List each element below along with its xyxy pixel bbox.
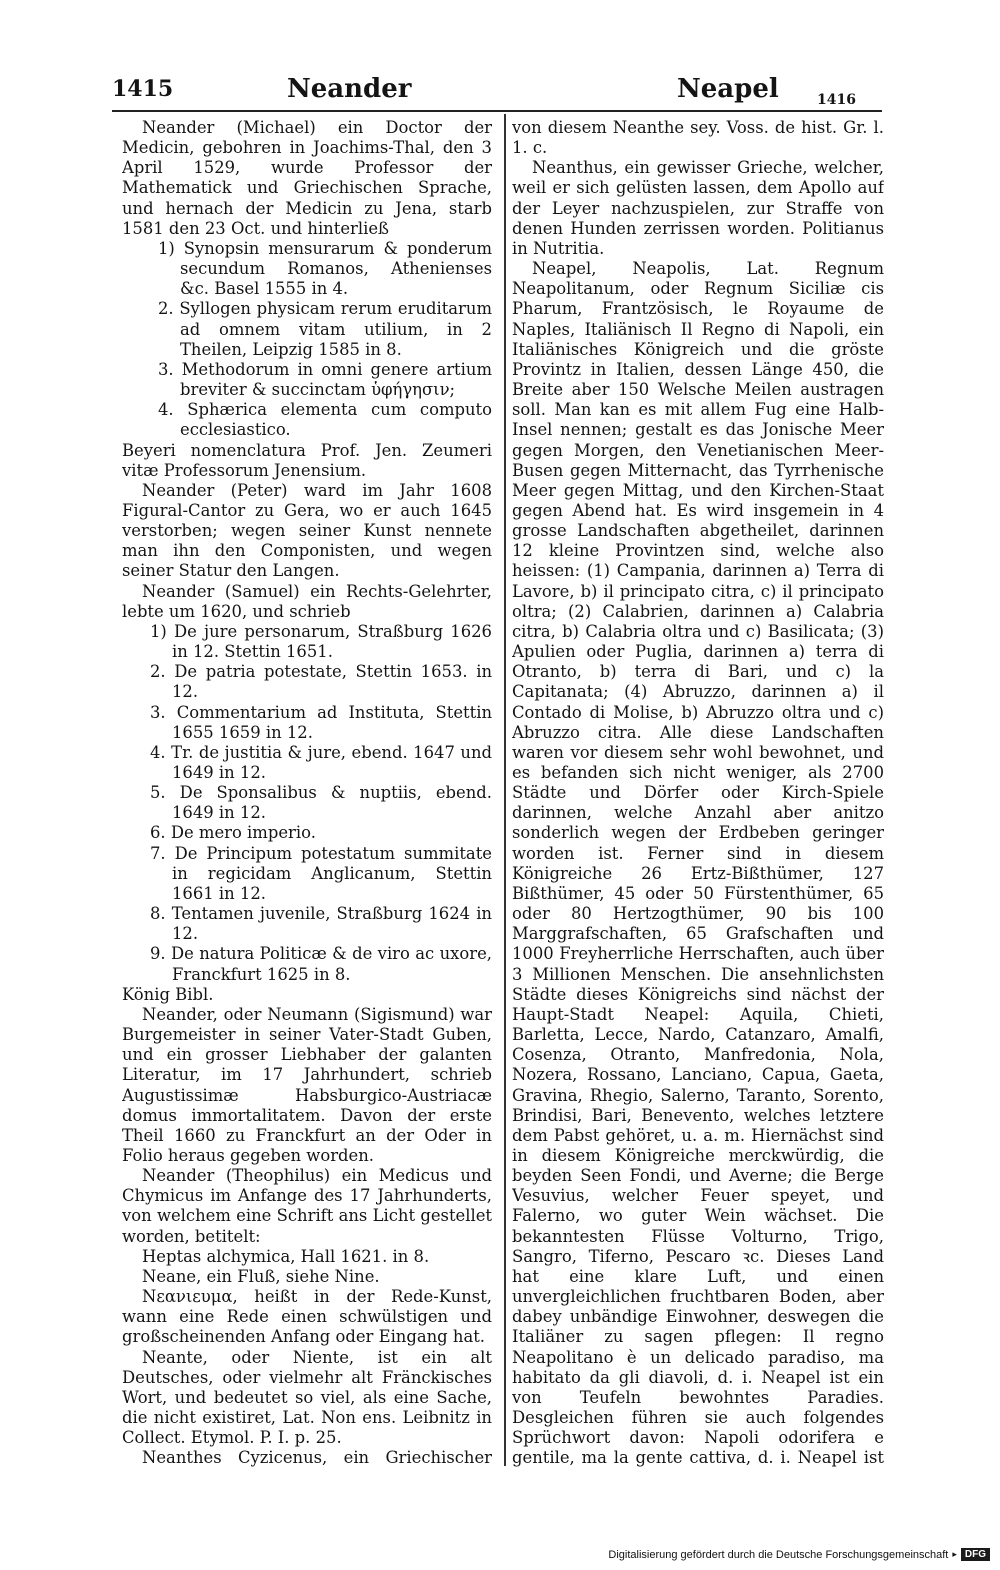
funding-note: Digitalisierung gefördert durch die Deutsche Forschungsgemeinschaft	[608, 1548, 949, 1561]
entry-paragraph: König Bibl.	[122, 984, 214, 1004]
entry-paragraph: Neane, ein Fluß, siehe Nine.	[142, 1266, 380, 1286]
entry-paragraph: 1) De jure personarum, Straßburg 1626 in 12. Stettin 1651.	[150, 621, 492, 662]
entry-paragraph: 8. Tentamen juvenile, Straßburg 1624 in 12.	[150, 904, 492, 944]
right-page-number: 1416	[817, 92, 856, 108]
entry-paragraph: Neanthes Cyzicenus, ein Griechischer	[142, 1448, 492, 1468]
column-divider	[504, 114, 506, 1466]
entry-paragraph: Neander (Michael) ein Doctor der Medicin, gebohren in Joachims-Thal, den 3 April 1529, wurde Professor der Mathematick und Griechischen Sprache, und hernach der Medicin zu Jena, starb 1581 den 23 Oct. und hinterließ	[122, 118, 492, 238]
left-running-head: Neander	[287, 74, 412, 104]
entry-paragraph: 2. De patria potestate, Stettin 1653. in 12.	[150, 662, 492, 702]
header-rule	[112, 110, 882, 112]
entry-paragraph: Neapel, Neapolis, Lat. Regnum Neapolitanum, oder Regnum Siciliæ cis Pharum, Frantzösisch, le Royaume de Naples, Italiänisch Il Regno di Napoli, ein Italiänisches Königreich und die gröste Provintz in Italien, dessen Länge 450, die Breite aber 150 Welsche Meilen austragen soll. Man kan es mit allem Fug eine Halb-Insel nennen; gestalt es das Jonische Meer gegen Morgen, den Venetianischen Meer-Busen gegen Mitternacht, das Tyrrhenische Meer gegen Mittag, und den Kirchen-Staat gegen Abend hat. Es wird insgemein in 4 grosse Landschaften abgetheilet, darinnen 12 kleine Provintzen sind, welche also heissen: (1) Campania, darinnen a) Terra di Lavore, b) il principato citra, c) il principato oltra; (2) Calabrien, darinnen a) Calabria citra, b) Calabria oltra und c) Basilicata; (3) Apulien oder Puglia, darinnen a) terra di Otranto, b) terra di Bari, und c) la Capitanata; (4) Abruzzo, darinnen a) il Contado di Molise, b) Abruzzo oltra und c) Abruzzo citra. Alle diese Landschaften waren vor diesem sehr wohl bewohnet, und es befanden sich nicht weniger, als 2700 Städte und Dörfer oder Kirch-Spiele darinnen, welche Anzahl aber anitzo sonderlich wegen der Erdbeben geringer worden ist. Ferner sind in diesem Königreiche 26 Ertz-Bißthümer, 127 Bißthümer, 45 oder 50 Fürstenthümer, 65 oder 80 Hertzogthümer, 90 bis 100 Marggrafschaften, 65 Grafschaften und 1000 Freyherrliche Herrschaften, auch über 3 Millionen Menschen. Die ansehnlichsten Städte dieses Königreichs sind nächst der Haupt-Stadt Neapel: Aquila, Chieti, Barletta, Lecce, Nardo, Catanzaro, Amalfi, Cosenza, Otranto, Manfredonia, Nola, Nozera, Rossano, Lanciano, Capua, Gaeta, Gravina, Rhegio, Salerno, Taranto, Sorento, Brindisi, Bari, Benevento, welches letztere dem Pabst gehöret, u. a. m. Hiernächst sind in diesem Königreiche merckwürdig, die beyden Seen Fondi, und Averne; die Berge Vesuvius, welcher Feuer speyet, und Falerno, wo guter Wein wächset. Die bekanntesten Flüsse Volturno, Trigo, Sangro, Tiferno, Pescaro ꝛc. Dieses Land hat eine klare Luft, und einen unvergleichlichen fruchtbaren Boden, aber dabey unbändige Einwohner, deswegen die Italiäner zu sagen pflegen: Il regno Neapolitano è un delicado paradiso, ma habitato da gli diavoli, d. i. Neapel ist ein von Teufeln bewohntes Paradies. Desgleichen führen sie auch folgendes Sprüchwort davon: Napoli odorifera e gentile, ma la gente cattiva, d. i. Neapel ist	[512, 259, 884, 1468]
right-running-head: Neapel	[677, 74, 779, 104]
arrow-icon: ▸	[952, 1549, 957, 1559]
entry-paragraph: 6. De mero imperio.	[150, 823, 316, 843]
entry-paragraph: Neanthus, ein gewisser Grieche, welcher, weil er sich gelüsten lassen, dem Apollo auf der Leyer nachzuspielen, zur Straffe von denen Hunden zerrissen worden. Politianus in Nutritia.	[512, 158, 884, 258]
footer	[608, 1548, 990, 1561]
dfg-logo: DFG	[961, 1548, 990, 1561]
entry-paragraph: Neante, oder Niente, ist ein alt Deutsches, oder vielmehr alt Fränckisches Wort, und bedeutet so viel, als eine Sache, die nicht existiret, Lat. Non ens. Leibnitz in Collect. Etymol. P. I. p. 25.	[122, 1347, 492, 1448]
entry-paragraph: 3. Methodorum in omni genere artium breviter & succinctam ὑφήγησιν;	[158, 359, 492, 400]
entry-paragraph: Neander, oder Neumann (Sigismund) war Burgemeister in seiner Vater-Stadt Guben, und ein grosser Liebhaber der galanten Literatur, im 17 Jahrhundert, schrieb Augustissimæ Habsburgico-Austriacæ domus immortalitatem. Davon der erste Theil 1660 zu Franckfurt an der Oder in Folio heraus gegeben worden.	[122, 1004, 492, 1165]
left-page-number: 1415	[112, 76, 174, 102]
left-column	[122, 118, 492, 1468]
page-header	[112, 76, 892, 110]
entry-paragraph: 5. De Sponsalibus & nuptiis, ebend. 1649 in 12.	[150, 783, 492, 823]
entry-paragraph: Heptas alchymica, Hall 1621. in 8.	[142, 1246, 430, 1266]
entry-paragraph: 3. Commentarium ad Instituta, Stettin 1655 1659 in 12.	[150, 702, 492, 742]
entry-paragraph: 4. Sphærica elementa cum computo ecclesiastico.	[158, 400, 492, 440]
entry-paragraph: von diesem Neanthe sey. Voss. de hist. Gr. l. 1. c.	[512, 118, 884, 158]
entry-paragraph: 9. De natura Politicæ & de viro ac uxore, Franckfurt 1625 in 8.	[150, 944, 492, 984]
entry-paragraph: Neander (Theophilus) ein Medicus und Chymicus im Anfange des 17 Jahrhunderts, von welchem eine Schrift ans Licht gestellet worden, betitelt:	[122, 1166, 492, 1246]
entry-paragraph: 1) Synopsin mensurarum & ponderum secundum Romanos, Athenienses &c. Basel 1555 in 4.	[158, 238, 492, 299]
entry-paragraph: Neander (Peter) ward im Jahr 1608 Figural-Cantor zu Gera, wo er auch 1645 verstorben; wegen seiner Kunst nennete man ihn den Componisten, und wegen seiner Statur den Langen.	[122, 480, 492, 581]
entry-paragraph: 4. Tr. de justitia & jure, ebend. 1647 und 1649 in 12.	[150, 742, 492, 782]
right-column	[512, 118, 884, 1468]
entry-paragraph: Νεανιευμα, heißt in der Rede-Kunst, wann eine Rede einen schwülstigen und großscheinenden Anfang oder Eingang hat.	[122, 1287, 492, 1347]
entry-paragraph: Beyeri nomenclatura Prof. Jen. Zeumeri vitæ Professorum Jenensium.	[122, 440, 492, 480]
entry-paragraph: Neander (Samuel) ein Rechts-Gelehrter, lebte um 1620, und schrieb	[122, 581, 492, 621]
entry-paragraph: 2. Syllogen physicam rerum eruditarum ad omnem vitam utilium, in 2 Theilen, Leipzig 1585 in 8.	[158, 299, 492, 359]
entry-paragraph: 7. De Principum potestatum summitate in regicidam Anglicanum, Stettin 1661 in 12.	[150, 843, 492, 903]
